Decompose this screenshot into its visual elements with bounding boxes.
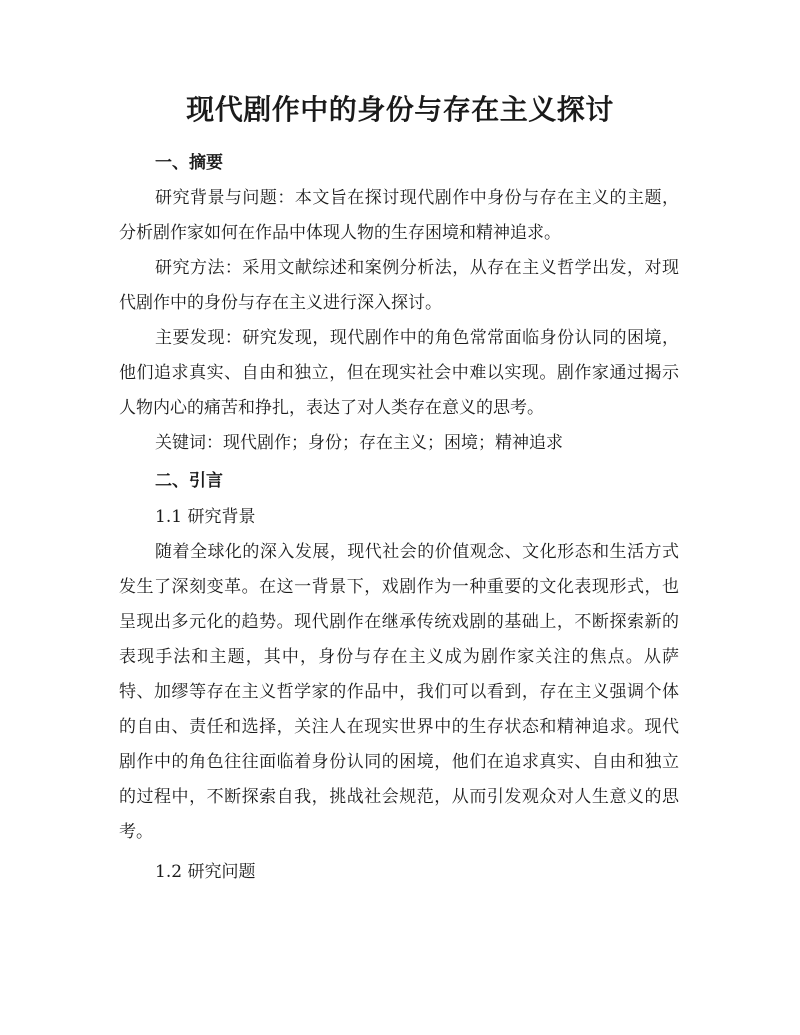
document-body [119, 145, 679, 890]
abstract-method-paragraph: 研究方法：采用文献综述和案例分析法，从存在主义哲学出发，对现代剧作中的身份与存在主义进行深入探讨。 [119, 258, 679, 313]
section-heading-introduction: 二、引言 [155, 471, 223, 491]
keywords-line: 关键词：现代剧作；身份；存在主义；困境；精神追求 [155, 433, 563, 453]
abstract-background-paragraph: 研究背景与问题：本文旨在探讨现代剧作中身份与存在主义的主题，分析剧作家如何在作品中体现人物的生存困境和精神追求。 [119, 188, 679, 243]
background-paragraph: 随着全球化的深入发展，现代社会的价值观念、文化形态和生活方式发生了深刻变革。在这一背景下，戏剧作为一种重要的文化表现形式，也呈现出多元化的趋势。现代剧作在继承传统戏剧的基础上，不断探索新的表现手法和主题，其中，身份与存在主义成为剧作家关注的焦点。从萨特、加缪等存在主义哲学家的作品中，我们可以看到，存在主义强调个体的自由、责任和选择，关注人在现实世界中的生存状态和精神追求。现代剧作中的角色往往面临着身份认同的困境，他们在追求真实、自由和独立的过程中，不断探索自我，挑战社会规范，从而引发观众对人生意义的思考。 [119, 542, 679, 842]
document-title: 现代剧作中的身份与存在主义探讨 [186, 93, 614, 126]
subsection-heading-background: 1.1 研究背景 [155, 507, 256, 527]
section-heading-abstract: 一、摘要 [155, 153, 223, 173]
subsection-heading-research-question: 1.2 研究问题 [155, 862, 256, 882]
abstract-findings-paragraph: 主要发现：研究发现，现代剧作中的角色常常面临身份认同的困境，他们追求真实、自由和独立，但在现实社会中难以实现。剧作家通过揭示人物内心的痛苦和挣扎，表达了对人类存在意义的思考。 [119, 328, 679, 418]
